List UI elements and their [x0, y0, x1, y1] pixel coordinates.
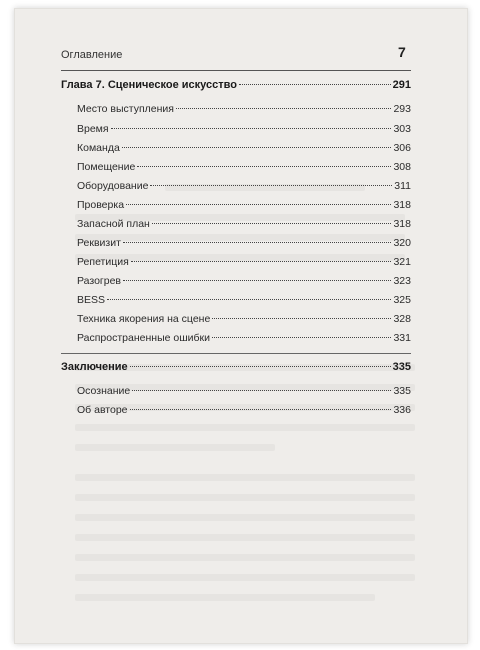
- toc-entry[interactable]: [77, 142, 411, 154]
- toc-entry-page: 325: [393, 294, 411, 306]
- show-through-line: [75, 444, 275, 451]
- show-through-line: [75, 554, 415, 561]
- toc-entry[interactable]: [77, 123, 411, 135]
- toc-entry[interactable]: [77, 332, 411, 344]
- toc-entry[interactable]: [77, 385, 411, 397]
- dot-leader: [212, 318, 391, 319]
- toc-entry-title: Место выступления: [77, 103, 174, 115]
- toc-entry[interactable]: [77, 313, 411, 325]
- toc-entry-page: 303: [393, 123, 411, 135]
- toc-entry-page: 306: [393, 142, 411, 154]
- dot-leader: [137, 166, 391, 167]
- dot-leader: [132, 390, 391, 391]
- dot-leader: [212, 337, 391, 338]
- dot-leader: [130, 366, 391, 367]
- toc-entry-page: 318: [393, 199, 411, 211]
- toc-conclusion-entry[interactable]: [61, 361, 411, 373]
- toc-entry[interactable]: [77, 237, 411, 249]
- dot-leader: [176, 108, 392, 109]
- toc-entry-page: 291: [392, 79, 411, 91]
- toc-entry-page: 331: [393, 332, 411, 344]
- dot-leader: [123, 280, 391, 281]
- toc-entry[interactable]: [77, 199, 411, 211]
- page-number: 7: [398, 44, 406, 60]
- show-through-line: [75, 574, 415, 581]
- show-through-line: [75, 494, 415, 501]
- toc-entry-page: 336: [393, 404, 411, 416]
- toc-entry-page: 335: [393, 385, 411, 397]
- toc-entry-title: Оборудование: [77, 180, 149, 192]
- toc-entry[interactable]: [77, 404, 411, 416]
- toc-entry-title: Репетиция: [77, 256, 129, 268]
- toc-entry-page: 321: [393, 256, 411, 268]
- toc-entry-page: 308: [393, 161, 411, 173]
- dot-leader: [126, 204, 391, 205]
- toc-entry[interactable]: [77, 256, 411, 268]
- dot-leader: [152, 223, 392, 224]
- dot-leader: [150, 185, 392, 186]
- dot-leader: [239, 84, 391, 85]
- toc-entry[interactable]: [77, 180, 411, 192]
- dot-leader: [130, 409, 392, 410]
- section-divider: [61, 353, 411, 354]
- book-page: [14, 8, 468, 644]
- show-through-line: [75, 534, 415, 541]
- toc-entry[interactable]: [77, 294, 411, 306]
- toc-entry-page: 318: [393, 218, 411, 230]
- show-through-line: [75, 514, 415, 521]
- dot-leader: [111, 128, 392, 129]
- toc-entry-title: Распространенные ошибки: [77, 332, 210, 344]
- toc-entry-page: 328: [393, 313, 411, 325]
- toc-entry[interactable]: [77, 218, 411, 230]
- toc-entry[interactable]: [77, 161, 411, 173]
- toc-entry-title: Команда: [77, 142, 120, 154]
- running-title: Оглавление: [61, 49, 123, 61]
- toc-chapter-entry[interactable]: [61, 79, 411, 91]
- toc-entry-title: Реквизит: [77, 237, 121, 249]
- show-through-line: [75, 424, 415, 431]
- toc-entry-title: Об авторе: [77, 404, 128, 416]
- toc-entry-title: Проверка: [77, 199, 125, 211]
- dot-leader: [131, 261, 392, 262]
- toc-entry[interactable]: [77, 275, 411, 287]
- toc-entry-title: Осознание: [77, 385, 131, 397]
- header-rule: [61, 70, 411, 71]
- toc-entry-title: Время: [77, 123, 109, 135]
- toc-entry-page: 323: [393, 275, 411, 287]
- toc-entry-title: Глава 7. Сценическое искусство: [61, 79, 237, 91]
- toc-entry-page: 335: [392, 361, 411, 373]
- dot-leader: [107, 299, 391, 300]
- toc-entry-title: BESS: [77, 294, 106, 306]
- toc-entry-title: Запасной план: [77, 218, 150, 230]
- toc-entry-title: Помещение: [77, 161, 136, 173]
- toc-entry[interactable]: [77, 103, 411, 115]
- toc-entry-title: Техника якорения на сцене: [77, 313, 211, 325]
- toc-entry-title: Заключение: [61, 361, 128, 373]
- show-through-line: [75, 594, 375, 601]
- show-through-line: [75, 474, 415, 481]
- dot-leader: [122, 147, 392, 148]
- toc-entry-page: 320: [393, 237, 411, 249]
- dot-leader: [123, 242, 392, 243]
- toc-entry-title: Разогрев: [77, 275, 121, 287]
- toc-entry-page: 293: [393, 103, 411, 115]
- toc-entry-page: 311: [394, 180, 411, 192]
